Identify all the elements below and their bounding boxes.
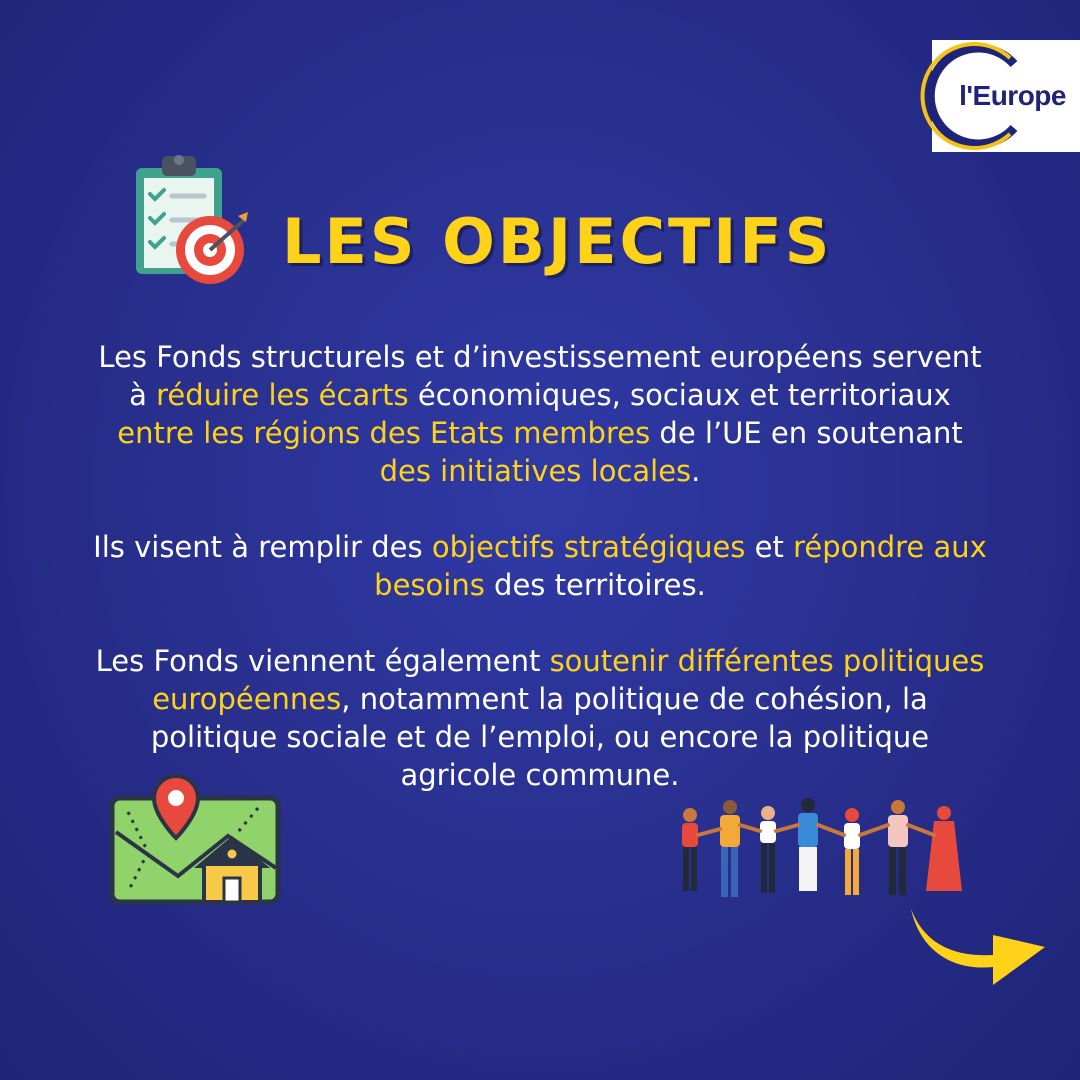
page-title: LES OBJECTIFS (282, 205, 833, 278)
arrow-right-icon[interactable] (905, 905, 1050, 990)
paragraph-1: Les Fonds structurels et d’investissement européens servent à réduire les écarts économiques, sociaux et territoriaux entre les régions des Etats membres de l’UE en soutenant des initiatives locales. (98, 340, 982, 488)
people-holding-hands-illustration (668, 795, 978, 910)
clipboard-target-icon (132, 150, 257, 292)
logo-text: l'Europe (959, 80, 1066, 111)
map-pin-house-icon (108, 772, 284, 908)
paragraph-3: Les Fonds viennent également soutenir différentes politiques européennes, notamment la politique de cohésion, la politique sociale et de l’emploi, ou encore la politique agricole commune. (95, 644, 985, 792)
paragraph-2: Ils visent à remplir des objectifs stratégiques et répondre aux besoins des territoires. (93, 530, 987, 602)
body-text (90, 338, 990, 832)
